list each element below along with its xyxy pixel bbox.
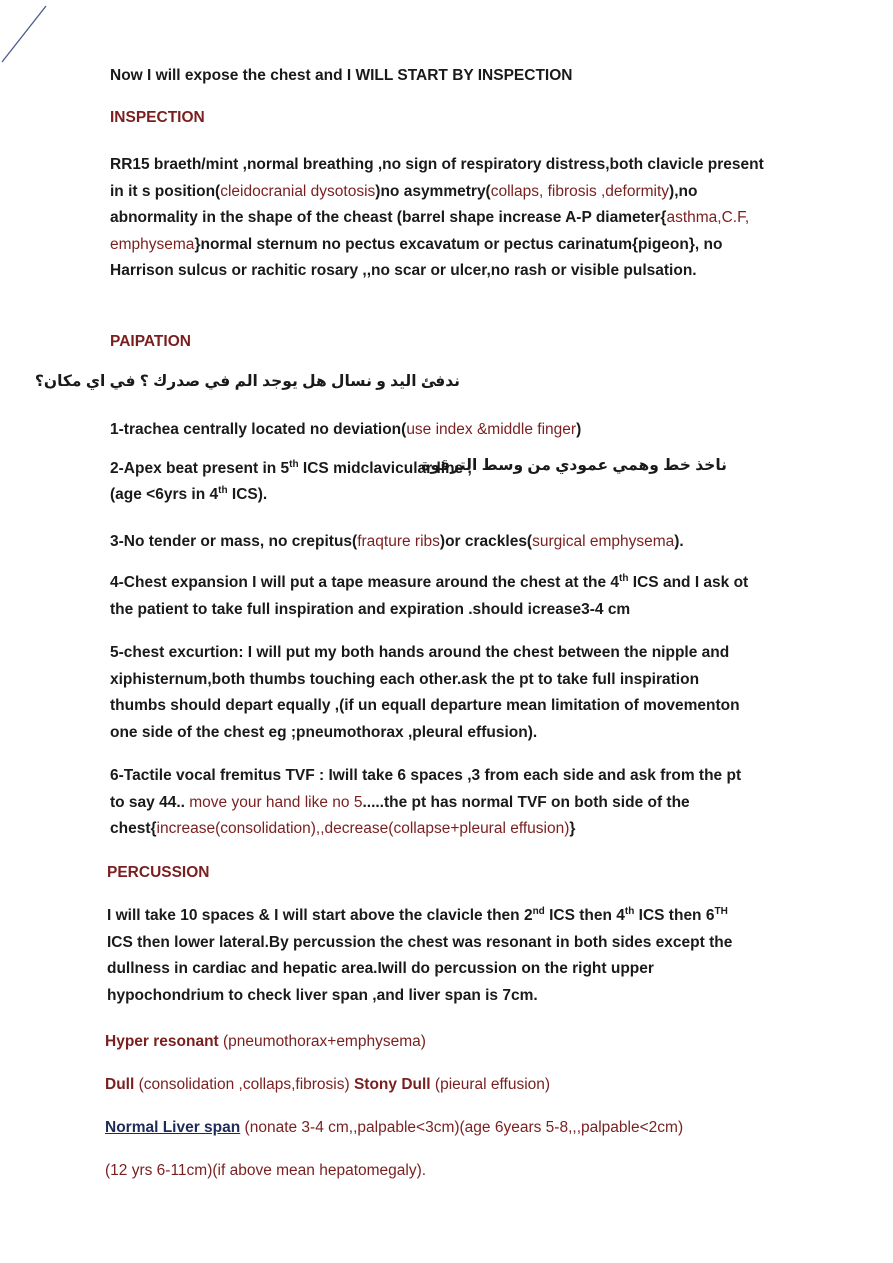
inspection-paragraph: RR15 braeth/mint ,normal breathing ,no sign of respiratory distress,both clavicle present in it s position(cleidocranial dysotosis)no asymmetry(collaps, fibrosis ,deformity),no abnormality in the shape of the cheast (barrel shape increase A-P diameter{asthma,C.F, emphysema}normal sternum no pectus excavatum or pectus carinatum{pigeon}, no Harrison sulcus or rachitic rosary ,,no scar or ulcer,no rash or visible pulsation. — [110, 156, 764, 279]
palpation-item-2-arabic: ناخذ خط وهمي عمودي من وسط الترقوة — [421, 457, 727, 474]
palpation-item-2-line2: (age <6yrs in 4th ICS). — [110, 484, 268, 503]
liver-span-line-2: (12 yrs 6-11cm)(if above mean hepatomegaly). — [105, 1162, 427, 1179]
percussion-paragraph: I will take 10 spaces & I will start above the clavicle then 2nd ICS then 4th ICS then 6TH ICS then lower lateral.By percussion the chest was resonant in both sides except the dullness in cardiac and hepatic area.Iwill do percussion on the right upper hypochondrium to check liver span ,and liver span is 7cm. — [107, 905, 733, 1004]
percussion-heading: PERCUSSION — [107, 864, 210, 881]
liver-span-line: Normal Liver span (nonate 3-4 cm,,palpable<3cm)(age 6years 5-8,,,palpable<2cm) — [105, 1119, 684, 1136]
liver-span-label: Normal Liver span — [105, 1119, 241, 1136]
palpation-item-2: 2-Apex beat present in 5th ICS midclavicular line , — [110, 458, 472, 477]
arabic-question: ندفئ اليد و نسال هل يوجد الم في صدرك ؟ في اي مكان؟ — [34, 373, 460, 390]
dull-line: Dull (consolidation ,collaps,fibrosis) Stony Dull (pieural effusion) — [105, 1076, 551, 1093]
pen-stroke-mark — [0, 0, 60, 70]
inspection-heading: INSPECTION — [110, 109, 205, 126]
palpation-item-5: 5-chest excurtion: I will put my both hands around the chest between the nipple and xiphisternum,both thumbs touching each other.ask the pt to take full inspiration thumbs should depart equally ,(if un equall departure mean limitation of movementon one side of the chest eg ;pneumothorax ,pleural effusion). — [110, 644, 740, 741]
palpation-item-6: 6-Tactile vocal fremitus TVF : Iwill take 6 spaces ,3 from each side and ask from the pt to say 44.. move your hand like no 5.....the pt has normal TVF on both side of the chest{increase(consolidation),,decrease(collapse+pleural effusion)} — [110, 767, 742, 837]
palpation-heading: PAIPATION — [110, 333, 191, 350]
palpation-item-1: 1-trachea centrally located no deviation(use index &middle finger) — [110, 421, 582, 438]
palpation-item-4: 4-Chest expansion I will put a tape measure around the chest at the 4th ICS and I ask ot the patient to take full inspiration and expiration .should icrease3-4 cm — [110, 572, 749, 618]
intro-line: Now I will expose the chest and I WILL START BY INSPECTION — [110, 67, 573, 84]
palpation-item-3: 3-No tender or mass, no crepitus(fraqture ribs)or crackles(surgical emphysema). — [110, 533, 684, 550]
hyper-resonant-line: Hyper resonant (pneumothorax+emphysema) — [105, 1033, 426, 1050]
